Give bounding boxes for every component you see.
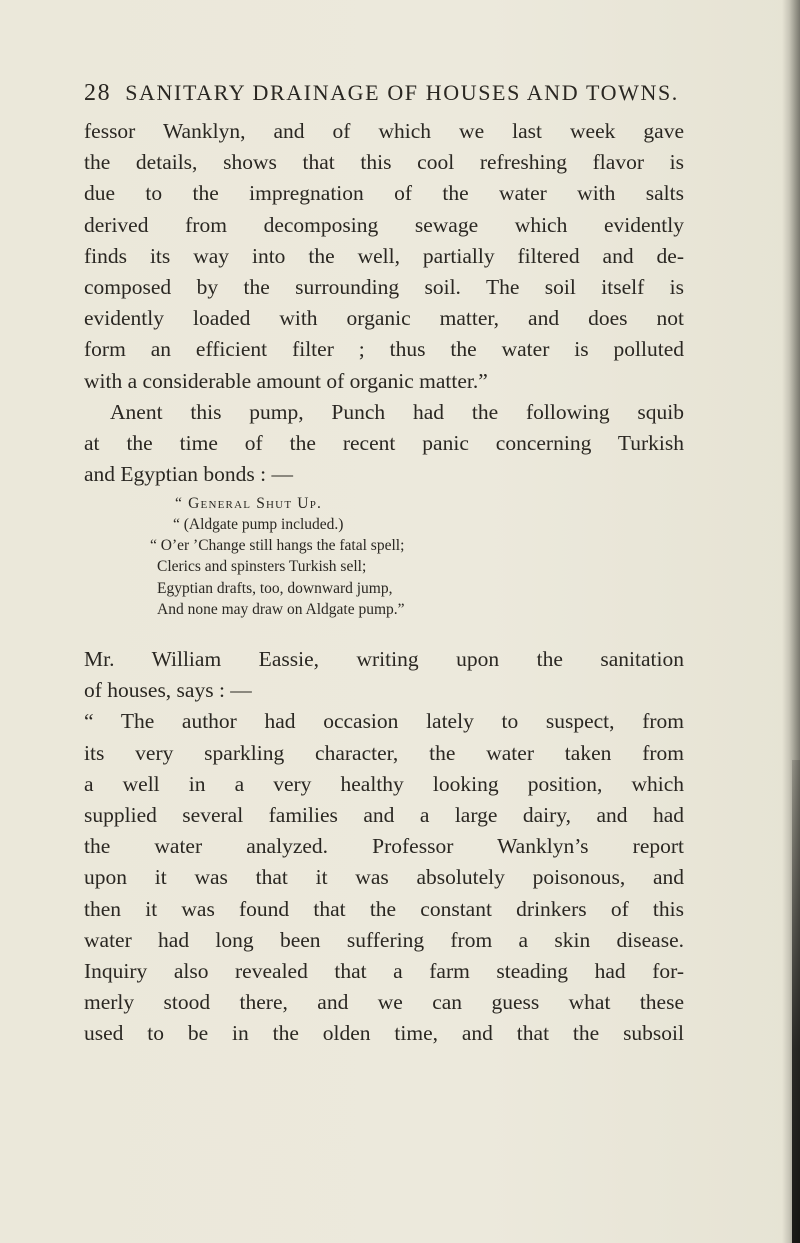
- page-number: 28: [84, 80, 112, 106]
- text-line: its very sparkling character, the water taken from: [84, 740, 684, 765]
- text-line: due to the impregnation of the water with salts: [84, 181, 684, 206]
- verse-line: And none may draw on Aldgate pump.”: [157, 600, 405, 618]
- verse-line: Clerics and spinsters Turkish sell;: [157, 558, 367, 576]
- paragraph-continuation: [84, 116, 684, 397]
- text-line: evidently loaded with organic matter, and does not: [84, 306, 684, 331]
- binding-edge: [792, 760, 800, 1243]
- verse-line: “ O’er ’Change still hangs the fatal spell;: [150, 537, 405, 555]
- running-title: SANITARY DRAINAGE OF HOUSES AND TOWNS.: [125, 80, 679, 105]
- text-line: Inquiry also revealed that a farm steading had for-: [84, 959, 684, 984]
- text-line: derived from decomposing sewage which evidently: [84, 212, 684, 237]
- text-line: water had long been suffering from a skin disease.: [84, 927, 684, 952]
- text-line: then it was found that the constant drinkers of this: [84, 896, 684, 921]
- text-line: Mr. William Eassie, writing upon the sanitation: [84, 647, 684, 671]
- text-line: with a considerable amount of organic matter.”: [84, 368, 488, 393]
- text-line: form an efficient filter ; thus the water is polluted: [84, 337, 684, 362]
- paragraph-punch: [84, 397, 684, 428]
- text-line: used to be in the olden time, and that the subsoil: [84, 1021, 684, 1046]
- text-line: merly stood there, and we can guess what these: [84, 990, 684, 1015]
- body-text-top: [84, 116, 684, 490]
- text-line: at the time of the recent panic concerning Turkish: [84, 431, 684, 456]
- paragraph-eassie: [84, 644, 684, 706]
- text-line: supplied several families and a large dairy, and had: [84, 803, 684, 828]
- body-text-bottom: [84, 644, 684, 1050]
- paragraph-quote: [84, 706, 684, 1049]
- verse-line: Egyptian drafts, too, downward jump,: [157, 579, 393, 597]
- text-line: of houses, says : —: [84, 678, 252, 703]
- verse-quote: [150, 494, 610, 620]
- verse-subtitle: “ (Aldgate pump included.): [173, 516, 344, 533]
- text-line: Anent this pump, Punch had the following squib: [110, 399, 684, 424]
- running-header: [84, 80, 684, 107]
- text-line: fessor Wanklyn, and of which we last week gave: [84, 119, 684, 143]
- text-line: the details, shows that this cool refreshing flavor is: [84, 150, 684, 175]
- text-line: upon it was that it was absolutely poisonous, and: [84, 865, 684, 890]
- text-line: composed by the surrounding soil. The soil itself is: [84, 275, 684, 300]
- text-line: finds its way into the well, partially filtered and de-: [84, 243, 684, 268]
- text-line: and Egyptian bonds : —: [84, 462, 294, 487]
- text-line: the water analyzed. Professor Wanklyn’s report: [84, 834, 684, 859]
- paragraph-punch-cont: [84, 428, 684, 490]
- verse-title: “ General Shut Up.: [175, 495, 323, 512]
- text-line: a well in a very healthy looking position, which: [84, 771, 684, 796]
- text-line: “ The author had occasion lately to suspect, from: [84, 709, 684, 734]
